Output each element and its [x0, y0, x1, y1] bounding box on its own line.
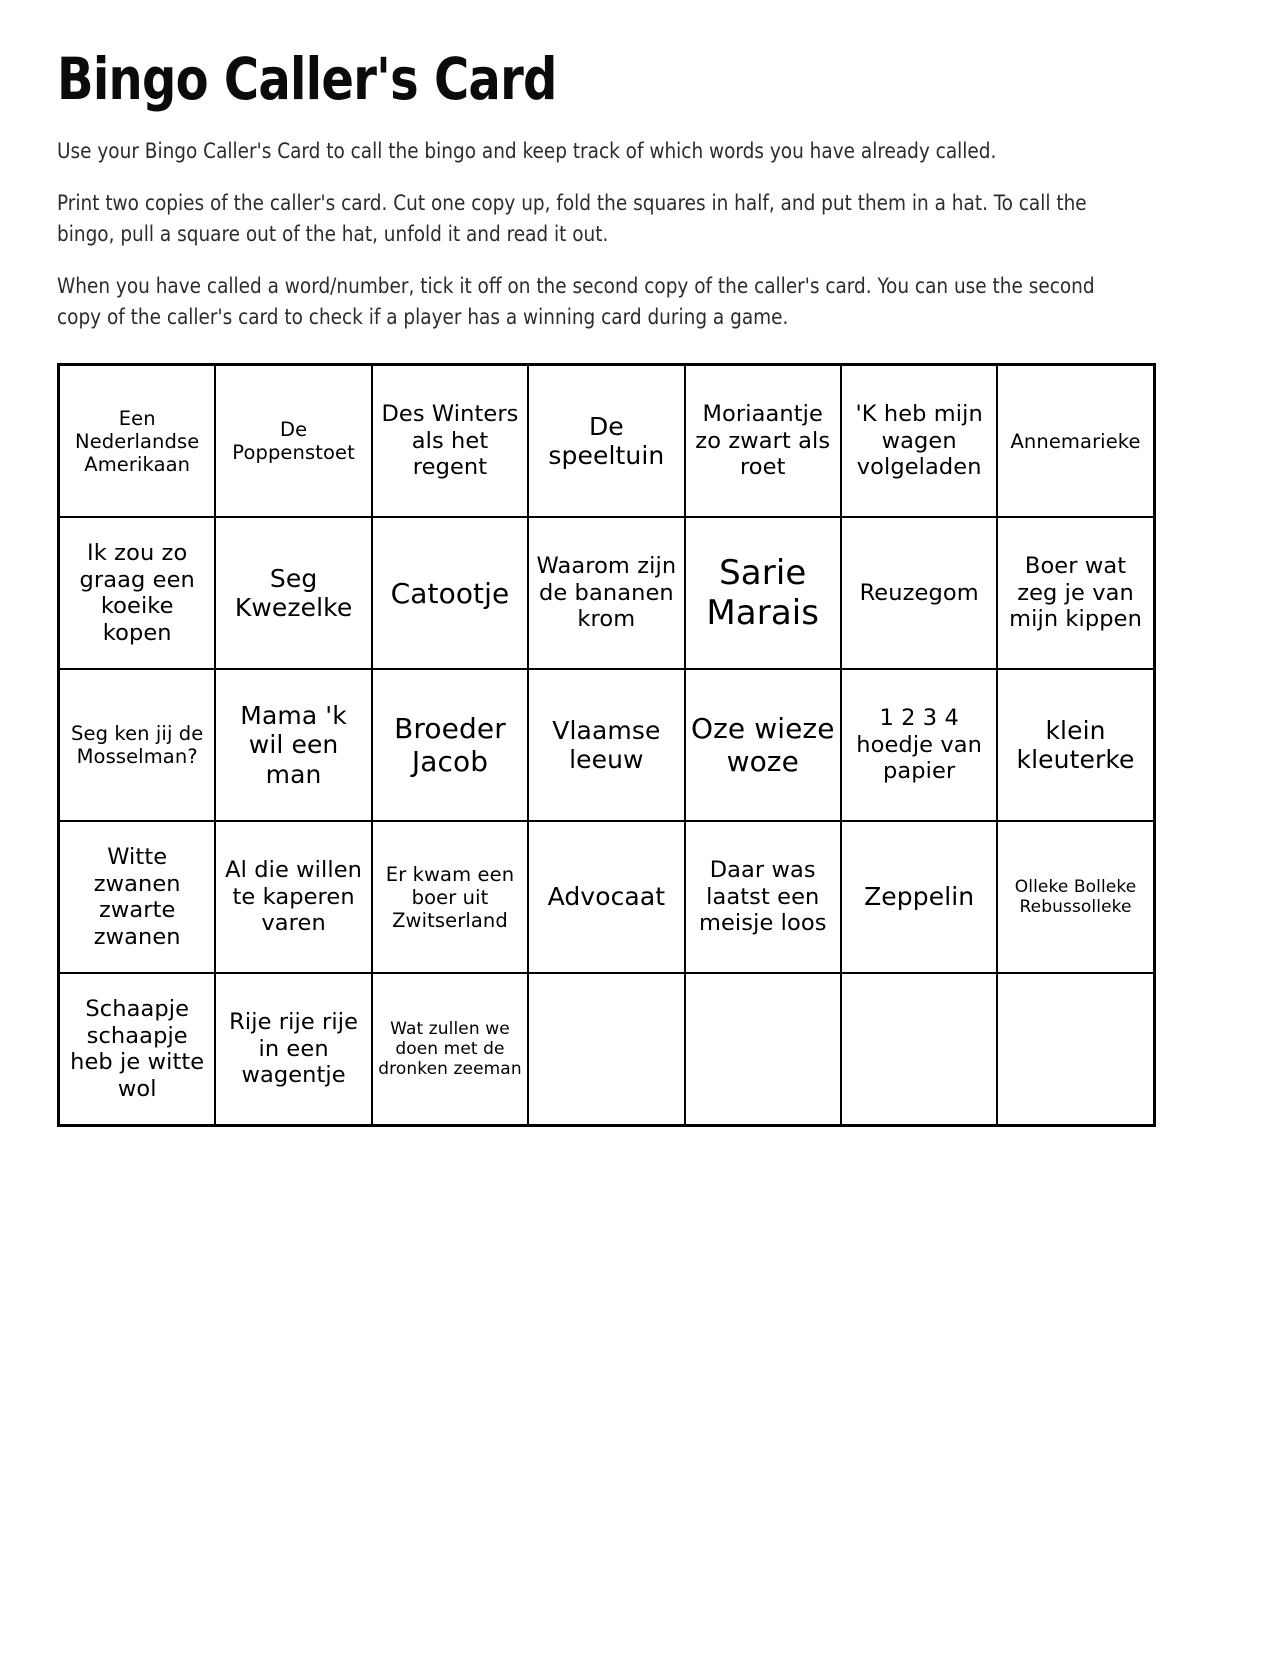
- bingo-cell-label: Oze wieze woze: [690, 712, 835, 779]
- bingo-grid-row: [59, 669, 1155, 821]
- bingo-grid-row: [59, 821, 1155, 973]
- bingo-cell[interactable]: [215, 821, 371, 973]
- bingo-cell-label: Rije rije rije in een wagentje: [229, 1009, 359, 1089]
- bingo-cell-empty[interactable]: [685, 973, 841, 1126]
- bingo-cell[interactable]: [997, 365, 1154, 518]
- bingo-cell-label: Des Winters als het regent: [381, 401, 519, 481]
- intro-paragraph-2: Print two copies of the caller's card. Cut one copy up, fold the squares in half, and put them in a hat. To call the bingo, pull a square out of the hat, unfold it and read it out.: [57, 191, 1087, 247]
- bingo-cell-label: Sarie Marais: [706, 553, 820, 634]
- intro-paragraph-3: When you have called a word/number, tick it off on the second copy of the caller's card. You can use the second copy of the caller's card to check if a player has a winning card during a game.: [57, 274, 1095, 330]
- bingo-cell[interactable]: [685, 365, 841, 518]
- bingo-cell-label: Wat zullen we doen met de dronken zeeman: [378, 1019, 522, 1080]
- intro-paragraph-1: Use your Bingo Caller's Card to call the bingo and keep track of which words you have already called.: [57, 138, 997, 164]
- bingo-cell[interactable]: [997, 669, 1154, 821]
- bingo-cell-label: Witte zwanen zwarte zwanen: [93, 844, 181, 950]
- bingo-cell-label: De speeltuin: [548, 411, 665, 471]
- bingo-cell[interactable]: [841, 821, 997, 973]
- bingo-cell-label: Waarom zijn de bananen krom: [536, 553, 677, 633]
- bingo-cell[interactable]: [215, 517, 371, 669]
- bingo-cell-label: Olleke Bolleke Rebussolleke: [1014, 877, 1137, 918]
- bingo-cell-label: Al die willen te kaperen varen: [225, 857, 363, 937]
- bingo-cell[interactable]: [372, 669, 528, 821]
- bingo-cell[interactable]: [528, 821, 684, 973]
- bingo-grid-wrapper: [57, 363, 1142, 1127]
- bingo-cell-empty[interactable]: [528, 973, 684, 1126]
- bingo-grid-body: [59, 365, 1155, 1126]
- bingo-cell[interactable]: [841, 669, 997, 821]
- bingo-cell[interactable]: [372, 821, 528, 973]
- bingo-cell[interactable]: [528, 517, 684, 669]
- bingo-cell[interactable]: [215, 973, 371, 1126]
- bingo-cell-label: Reuzegom: [859, 579, 979, 606]
- bingo-cell-label: Mama 'k wil een man: [240, 700, 347, 789]
- bingo-cell[interactable]: [372, 517, 528, 669]
- bingo-cell[interactable]: [59, 669, 216, 821]
- bingo-cell-label: Seg Kwezelke: [234, 563, 353, 623]
- bingo-cell-label: Vlaamse leeuw: [552, 715, 661, 775]
- bingo-cell-label: Annemarieke: [1010, 429, 1141, 453]
- bingo-cell[interactable]: [59, 365, 216, 518]
- bingo-cell[interactable]: [528, 365, 684, 518]
- bingo-cell-label: 'K heb mijn wagen volgeladen: [855, 401, 983, 481]
- bingo-cell[interactable]: [528, 669, 684, 821]
- bingo-cell[interactable]: [997, 517, 1154, 669]
- bingo-cell-label: Advocaat: [547, 882, 666, 912]
- bingo-cell-label: Een Nederlandse Amerikaan: [75, 406, 200, 476]
- bingo-cell-label: Zeppelin: [864, 882, 975, 912]
- bingo-cell[interactable]: [841, 517, 997, 669]
- bingo-cell[interactable]: [685, 821, 841, 973]
- bingo-cell[interactable]: [215, 365, 371, 518]
- bingo-cell[interactable]: [685, 517, 841, 669]
- bingo-cell-label: Seg ken jij de Mosselman?: [71, 722, 204, 769]
- bingo-grid-row: [59, 365, 1155, 518]
- bingo-cell[interactable]: [372, 365, 528, 518]
- bingo-cell[interactable]: [59, 973, 216, 1126]
- bingo-cell-label: Ik zou zo graag een koeike kopen: [79, 540, 195, 646]
- bingo-cell-empty[interactable]: [841, 973, 997, 1126]
- bingo-cell-label: Schaapje schaapje heb je witte wol: [70, 996, 205, 1102]
- bingo-cell[interactable]: [215, 669, 371, 821]
- bingo-grid-row: [59, 973, 1155, 1126]
- bingo-cell[interactable]: [372, 973, 528, 1126]
- bingo-cell-label: Broeder Jacob: [394, 712, 506, 779]
- bingo-cell[interactable]: [59, 517, 216, 669]
- bingo-cell-label: Moriaantje zo zwart als roet: [695, 401, 831, 481]
- bingo-cell-label: Er kwam een boer uit Zwitserland: [385, 862, 515, 932]
- bingo-cell[interactable]: [997, 821, 1154, 973]
- bingo-cell[interactable]: [685, 669, 841, 821]
- bingo-cell-empty[interactable]: [997, 973, 1154, 1126]
- bingo-cell[interactable]: [59, 821, 216, 973]
- bingo-caller-grid: [57, 363, 1156, 1127]
- page-title: Bingo Caller's Card: [57, 45, 557, 113]
- bingo-cell-label: Boer wat zeg je van mijn kippen: [1009, 553, 1142, 633]
- bingo-cell-label: Catootje: [390, 576, 510, 610]
- bingo-cell-label: De Poppenstoet: [232, 418, 355, 465]
- bingo-cell-label: 1 2 3 4 hoedje van papier: [856, 705, 983, 785]
- bingo-cell-label: klein kleuterke: [1016, 715, 1135, 775]
- bingo-cell[interactable]: [841, 365, 997, 518]
- bingo-grid-row: [59, 517, 1155, 669]
- bingo-cell-label: Daar was laatst een meisje loos: [698, 857, 827, 937]
